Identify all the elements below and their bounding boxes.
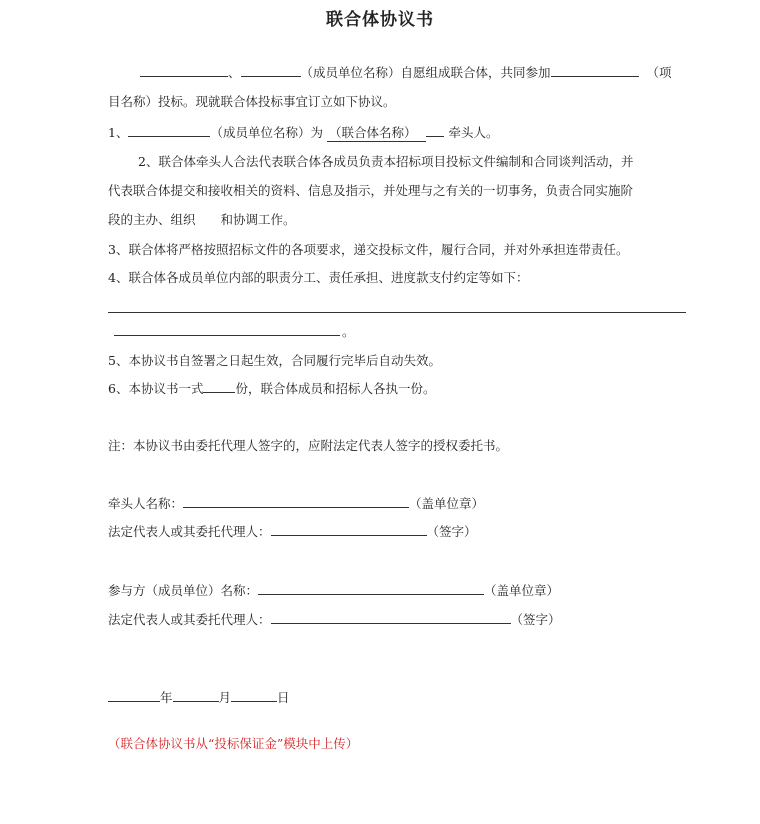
member-sign: （签字）: [510, 612, 561, 627]
item-6: [108, 379, 435, 397]
member-hint: （成员单位名称）自愿组成联合体，共同参加: [300, 65, 551, 80]
lead-rep-field[interactable]: [271, 522, 427, 536]
lead-rep-row: [108, 522, 477, 540]
lead-name-row: [108, 494, 484, 512]
item-1-num: 1、: [108, 125, 129, 140]
item-2-line-1: 2、联合体牵头人合法代表联合体各成员负责本招标项目投标文件编制和合同谈判活动，并: [138, 154, 634, 169]
item-1: [108, 123, 499, 142]
item-4-blank-line-1[interactable]: [108, 312, 686, 313]
blank-member-1[interactable]: [140, 63, 228, 77]
item-2-line-3: 段的主办、组织 和协调工作。: [108, 212, 296, 227]
note: 注：本协议书由委托代理人签字的，应附法定代表人签字的授权委托书。: [108, 438, 509, 453]
item-2-line-2: 代表联合体提交和接收相关的资料、信息及指示，并处理与之有关的一切事务，负责合同实施阶: [108, 183, 634, 198]
intro-line-2: 目名称）投标。现就联合体投标事宜订立如下协议。: [108, 94, 396, 109]
blank-member-2[interactable]: [241, 63, 301, 77]
month-label: 月: [218, 690, 232, 705]
blank-copies[interactable]: [203, 379, 235, 393]
item-4-blank-line-2[interactable]: [114, 335, 340, 336]
item-5: 5、本协议书自签署之日起生效，合同履行完毕后自动失效。: [108, 353, 441, 368]
item-1-tail: 牵头人。: [448, 125, 499, 140]
lead-rep-label: 法定代表人或其委托代理人：: [108, 524, 271, 539]
member-rep-row: [108, 610, 561, 628]
item-3: 3、联合体将严格按照招标文件的各项要求，递交投标文件，履行合同，并对外承担连带责任。: [108, 242, 629, 257]
lead-name-field[interactable]: [183, 494, 409, 508]
day-label: 日: [277, 690, 290, 705]
separator: 、: [228, 65, 241, 80]
year-field[interactable]: [108, 688, 160, 702]
blank-lead-member[interactable]: [128, 123, 210, 137]
item-4-end-mark: 。: [342, 324, 355, 339]
consortium-name: （联合体名称）: [327, 123, 427, 142]
item-1-hint: （成员单位名称）为: [210, 125, 323, 140]
year-label: 年: [160, 690, 173, 705]
lead-seal: （盖单位章）: [409, 496, 485, 511]
month-field[interactable]: [173, 688, 219, 702]
blank-project[interactable]: [551, 63, 639, 77]
upload-note: （联合体协议书从“投标保证金”模块中上传）: [108, 736, 359, 751]
member-seal: （盖单位章）: [484, 583, 560, 598]
member-rep-field[interactable]: [271, 610, 511, 624]
member-rep-label: 法定代表人或其委托代理人：: [108, 612, 271, 627]
item-4: 4、联合体各成员单位内部的职责分工、责任承担、进度款支付约定等如下：: [108, 270, 529, 285]
member-name-row: [108, 581, 559, 599]
intro-line-1: [140, 63, 672, 81]
page-title: 联合体协议书: [326, 10, 434, 30]
lead-name-label: 牵头人名称：: [108, 496, 184, 511]
date-row: [108, 688, 290, 706]
blank-after-name: [426, 123, 444, 137]
lead-sign: （签字）: [426, 524, 477, 539]
day-field[interactable]: [231, 688, 277, 702]
project-open: （项: [646, 65, 672, 80]
item-6-pre: 6、本协议书一式: [108, 381, 204, 396]
member-name-label: 参与方（成员单位）名称：: [108, 583, 259, 598]
item-6-post: 份，联合体成员和招标人各执一份。: [235, 381, 436, 396]
member-name-field[interactable]: [258, 581, 484, 595]
